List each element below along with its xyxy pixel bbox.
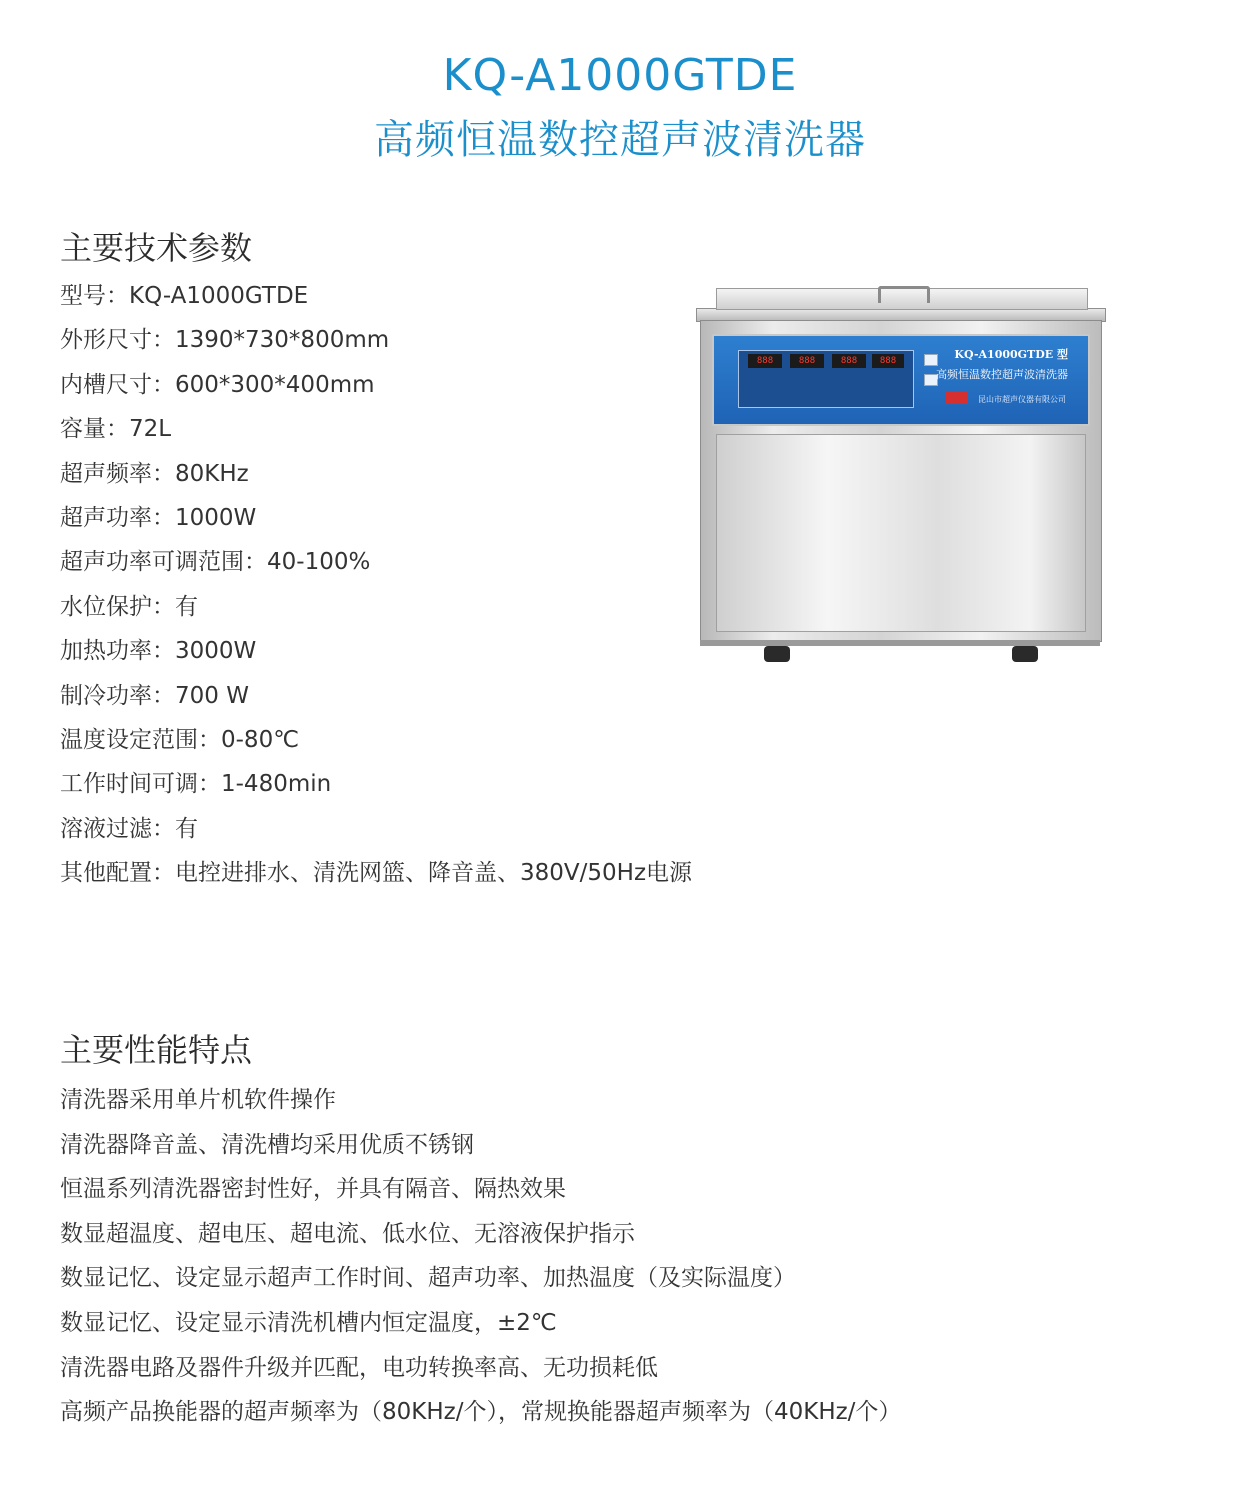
- feature-item: 恒温系列清洗器密封性好，并具有隔音、隔热效果: [60, 1176, 566, 1203]
- spec-item-power: 超声功率：1000W: [60, 504, 257, 531]
- feature-item: 高频产品换能器的超声频率为（80KHz/个），常规换能器超声频率为（40KHz/个）: [60, 1399, 902, 1426]
- model-title: KQ-A1000GTDE: [442, 50, 798, 101]
- spec-item-time-range: 工作时间可调：1-480min: [60, 771, 332, 798]
- spec-item-other-config: 其他配置：电控进排水、清洗网篮、降音盖、380V/50Hz电源: [60, 860, 693, 887]
- spec-item-filtration: 溶液过滤：有: [60, 815, 198, 842]
- feature-item: 数显记忆、设定显示清洗机槽内恒定温度，±2℃: [60, 1309, 557, 1336]
- feature-item: 清洗器降音盖、清洗槽均采用优质不锈钢: [60, 1131, 474, 1158]
- cabinet-door: [716, 434, 1086, 632]
- time-readout: 888: [748, 354, 782, 368]
- feature-item: 清洗器采用单片机软件操作: [60, 1087, 336, 1113]
- spec-list: [60, 274, 692, 895]
- brand-logo-icon: [946, 392, 968, 404]
- panel-model-label: KQ-A1000GTDE 型: [954, 348, 1068, 361]
- product-image: [694, 286, 1108, 666]
- spec-item-temp-range: 温度设定范围：0-80℃: [60, 726, 300, 753]
- cabinet-base: [700, 640, 1100, 646]
- spec-item-tank-size: 内槽尺寸：600*300*400mm: [60, 371, 375, 398]
- panel-product-name: 高频恒温数控超声波清洗器: [936, 368, 1068, 381]
- spec-item-capacity: 容量：72L: [60, 416, 172, 443]
- panel-button: [924, 354, 938, 366]
- product-title: 高频恒温数控超声波清洗器: [374, 117, 866, 163]
- specs-heading: 主要技术参数: [60, 229, 253, 267]
- spec-item-frequency: 超声频率：80KHz: [60, 460, 249, 487]
- caster-wheel-left: [764, 646, 790, 662]
- lid-handle: [878, 286, 930, 303]
- caster-wheel-right: [1012, 646, 1038, 662]
- control-panel: [712, 334, 1090, 426]
- feature-list: [60, 1078, 901, 1435]
- temp-actual-readout: 888: [872, 354, 904, 368]
- spec-item-cooling-power: 制冷功率：700 W: [60, 682, 249, 709]
- spec-item-model: 型号：KQ-A1000GTDE: [60, 283, 309, 309]
- title-block: [0, 48, 1240, 170]
- spec-item-power-range: 超声功率可调范围：40-100%: [60, 549, 371, 576]
- features-heading: 主要性能特点: [60, 1031, 253, 1069]
- spec-item-heating-power: 加热功率：3000W: [60, 638, 257, 665]
- temp-set-readout: 888: [832, 354, 866, 368]
- panel-manufacturer: 昆山市超声仪器有限公司: [978, 395, 1066, 404]
- feature-item: 清洗器电路及器件升级并匹配，电功转换率高、无功损耗低: [60, 1354, 658, 1381]
- feature-item: 数显超温度、超电压、超电流、低水位、无溶液保护指示: [60, 1220, 635, 1247]
- feature-item: 数显记忆、设定显示超声工作时间、超声功率、加热温度（及实际温度）: [60, 1265, 796, 1292]
- spec-item-dimensions: 外形尺寸：1390*730*800mm: [60, 327, 390, 354]
- spec-item-water-protection: 水位保护：有: [60, 593, 198, 620]
- power-readout: 888: [790, 354, 824, 368]
